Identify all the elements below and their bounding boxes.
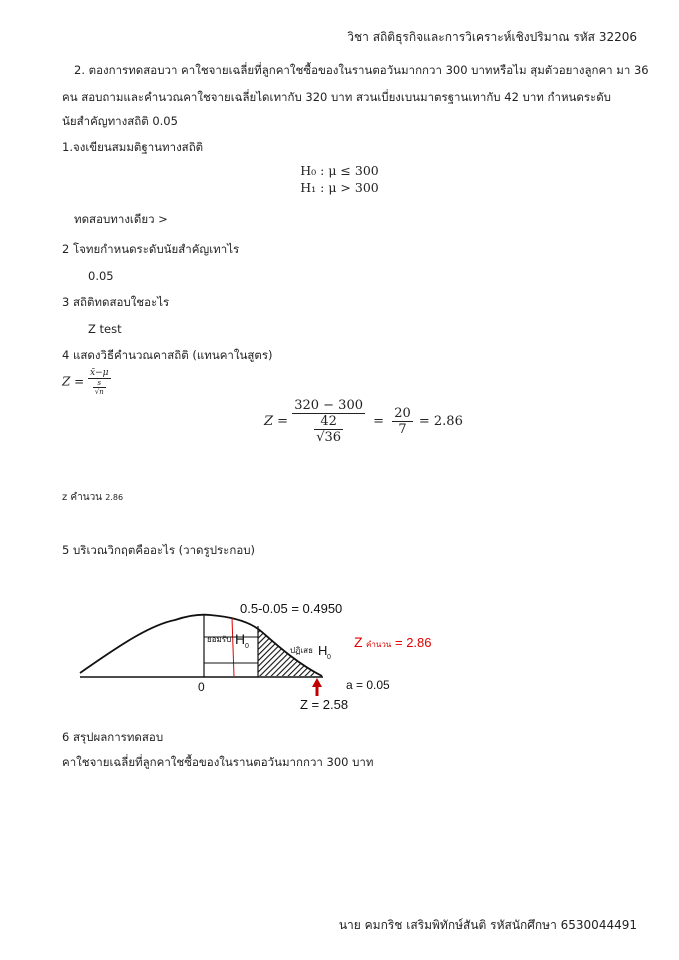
accept-label: ยอมรับ — [207, 635, 232, 644]
z-computed — [62, 491, 123, 505]
critical-region-diagram — [0, 590, 679, 720]
z-formula-numerator: x̄−μ — [90, 368, 109, 378]
course-header: วิชา สถิติธุรกิจและการวิเคราะห์เชิงปริมาณ รหัส 32206 — [347, 30, 637, 44]
z-calc-result: = 2.86 — [418, 414, 463, 429]
conclusion: คาใชจายเฉลี่ยที่ลูกคาใชซื้อของในรานตอวันมากกวา 300 บาท — [62, 755, 374, 769]
accept-h-sub: 0 — [245, 643, 249, 650]
test-tail: ทดสอบทางเดียว > — [74, 212, 168, 226]
zero-label: 0 — [198, 680, 205, 694]
hypothesis-h1: H₁ : μ > 300 — [300, 180, 379, 195]
step5-title: 5 บริเวณวิกฤตคืออะไร (วาดรูประกอบ) — [62, 543, 256, 557]
red-marker-line — [232, 618, 234, 676]
step4-title: 4 แสดงวิธีคำนวณคาสถิติ (แทนคาในสูตร) — [62, 348, 273, 362]
z-calc-lhs: Z = — [264, 414, 289, 429]
area-label: 0.5-0.05 = 0.4950 — [240, 601, 343, 616]
z-calculation — [264, 398, 463, 445]
arrow-up-icon — [312, 678, 322, 696]
z-critical-label: Z = 2.58 — [300, 697, 349, 712]
student-footer: นาย คมกริช เสริมพิทักษ์สันติ รหัสนักศึกษา 6530044491 — [338, 918, 637, 932]
z-calc-sqrt-n: √36 — [316, 430, 342, 445]
z-calc-sigma: 42 — [314, 414, 343, 430]
hypothesis-h0: H₀ : μ ≤ 300 — [300, 163, 379, 178]
z-computed-value: 2.86 — [105, 493, 124, 502]
problem-line-2: คน สอบถามและคำนวณคาใชจายเฉลี่ยไดเทากับ 320 บาท สวนเบี่ยงเบนมาตรฐานเทากับ 42 บาท กำหนดระดับ — [62, 90, 611, 104]
z-formula-sqrt-n: √n — [94, 388, 104, 396]
step2-answer: 0.05 — [88, 269, 114, 283]
step1-title: 1.จงเขียนสมมติฐานทางสถิติ — [62, 140, 204, 154]
step2-title: 2 โจทยกำหนดระดับนัยสำคัญเทาไร — [62, 242, 240, 256]
z-calc-prefix: Z — [354, 634, 363, 650]
reject-h-sub: 0 — [327, 654, 331, 661]
z-calc-small: คำนวน — [366, 640, 392, 649]
z-calc-mid-numerator: 20 — [394, 406, 411, 421]
z-formula-s: s — [93, 379, 106, 388]
z-formula — [62, 368, 111, 396]
z-calc-value: = 2.86 — [395, 635, 432, 650]
z-calc-mid-denominator: 7 — [398, 422, 407, 437]
z-formula-lhs: Z = — [62, 374, 85, 389]
accept-h: H — [235, 631, 246, 647]
step3-answer: Z test — [88, 322, 122, 336]
step3-title: 3 สถิติทดสอบใชอะไร — [62, 295, 170, 309]
problem-line-1: 2. ตองการทดสอบวา คาใชจายเฉลี่ยที่ลูกคาใชซื้อของในรานตอวันมากกวา 300 บาทหรือไม สุมตัวอยางลูกคา มา 36 — [74, 63, 649, 77]
reject-label: ปฏิเสธ — [290, 646, 313, 655]
step6-title: 6 สรุปผลการทดสอบ — [62, 730, 164, 744]
z-computed-label: z คำนวน — [62, 492, 103, 503]
z-calc-numerator: 320 − 300 — [294, 398, 363, 413]
z-calc-equals: = — [373, 414, 385, 429]
problem-line-3: นัยสำคัญทางสถิติ 0.05 — [62, 114, 178, 128]
alpha-label: a = 0.05 — [346, 678, 390, 692]
reject-h: H — [318, 643, 328, 658]
